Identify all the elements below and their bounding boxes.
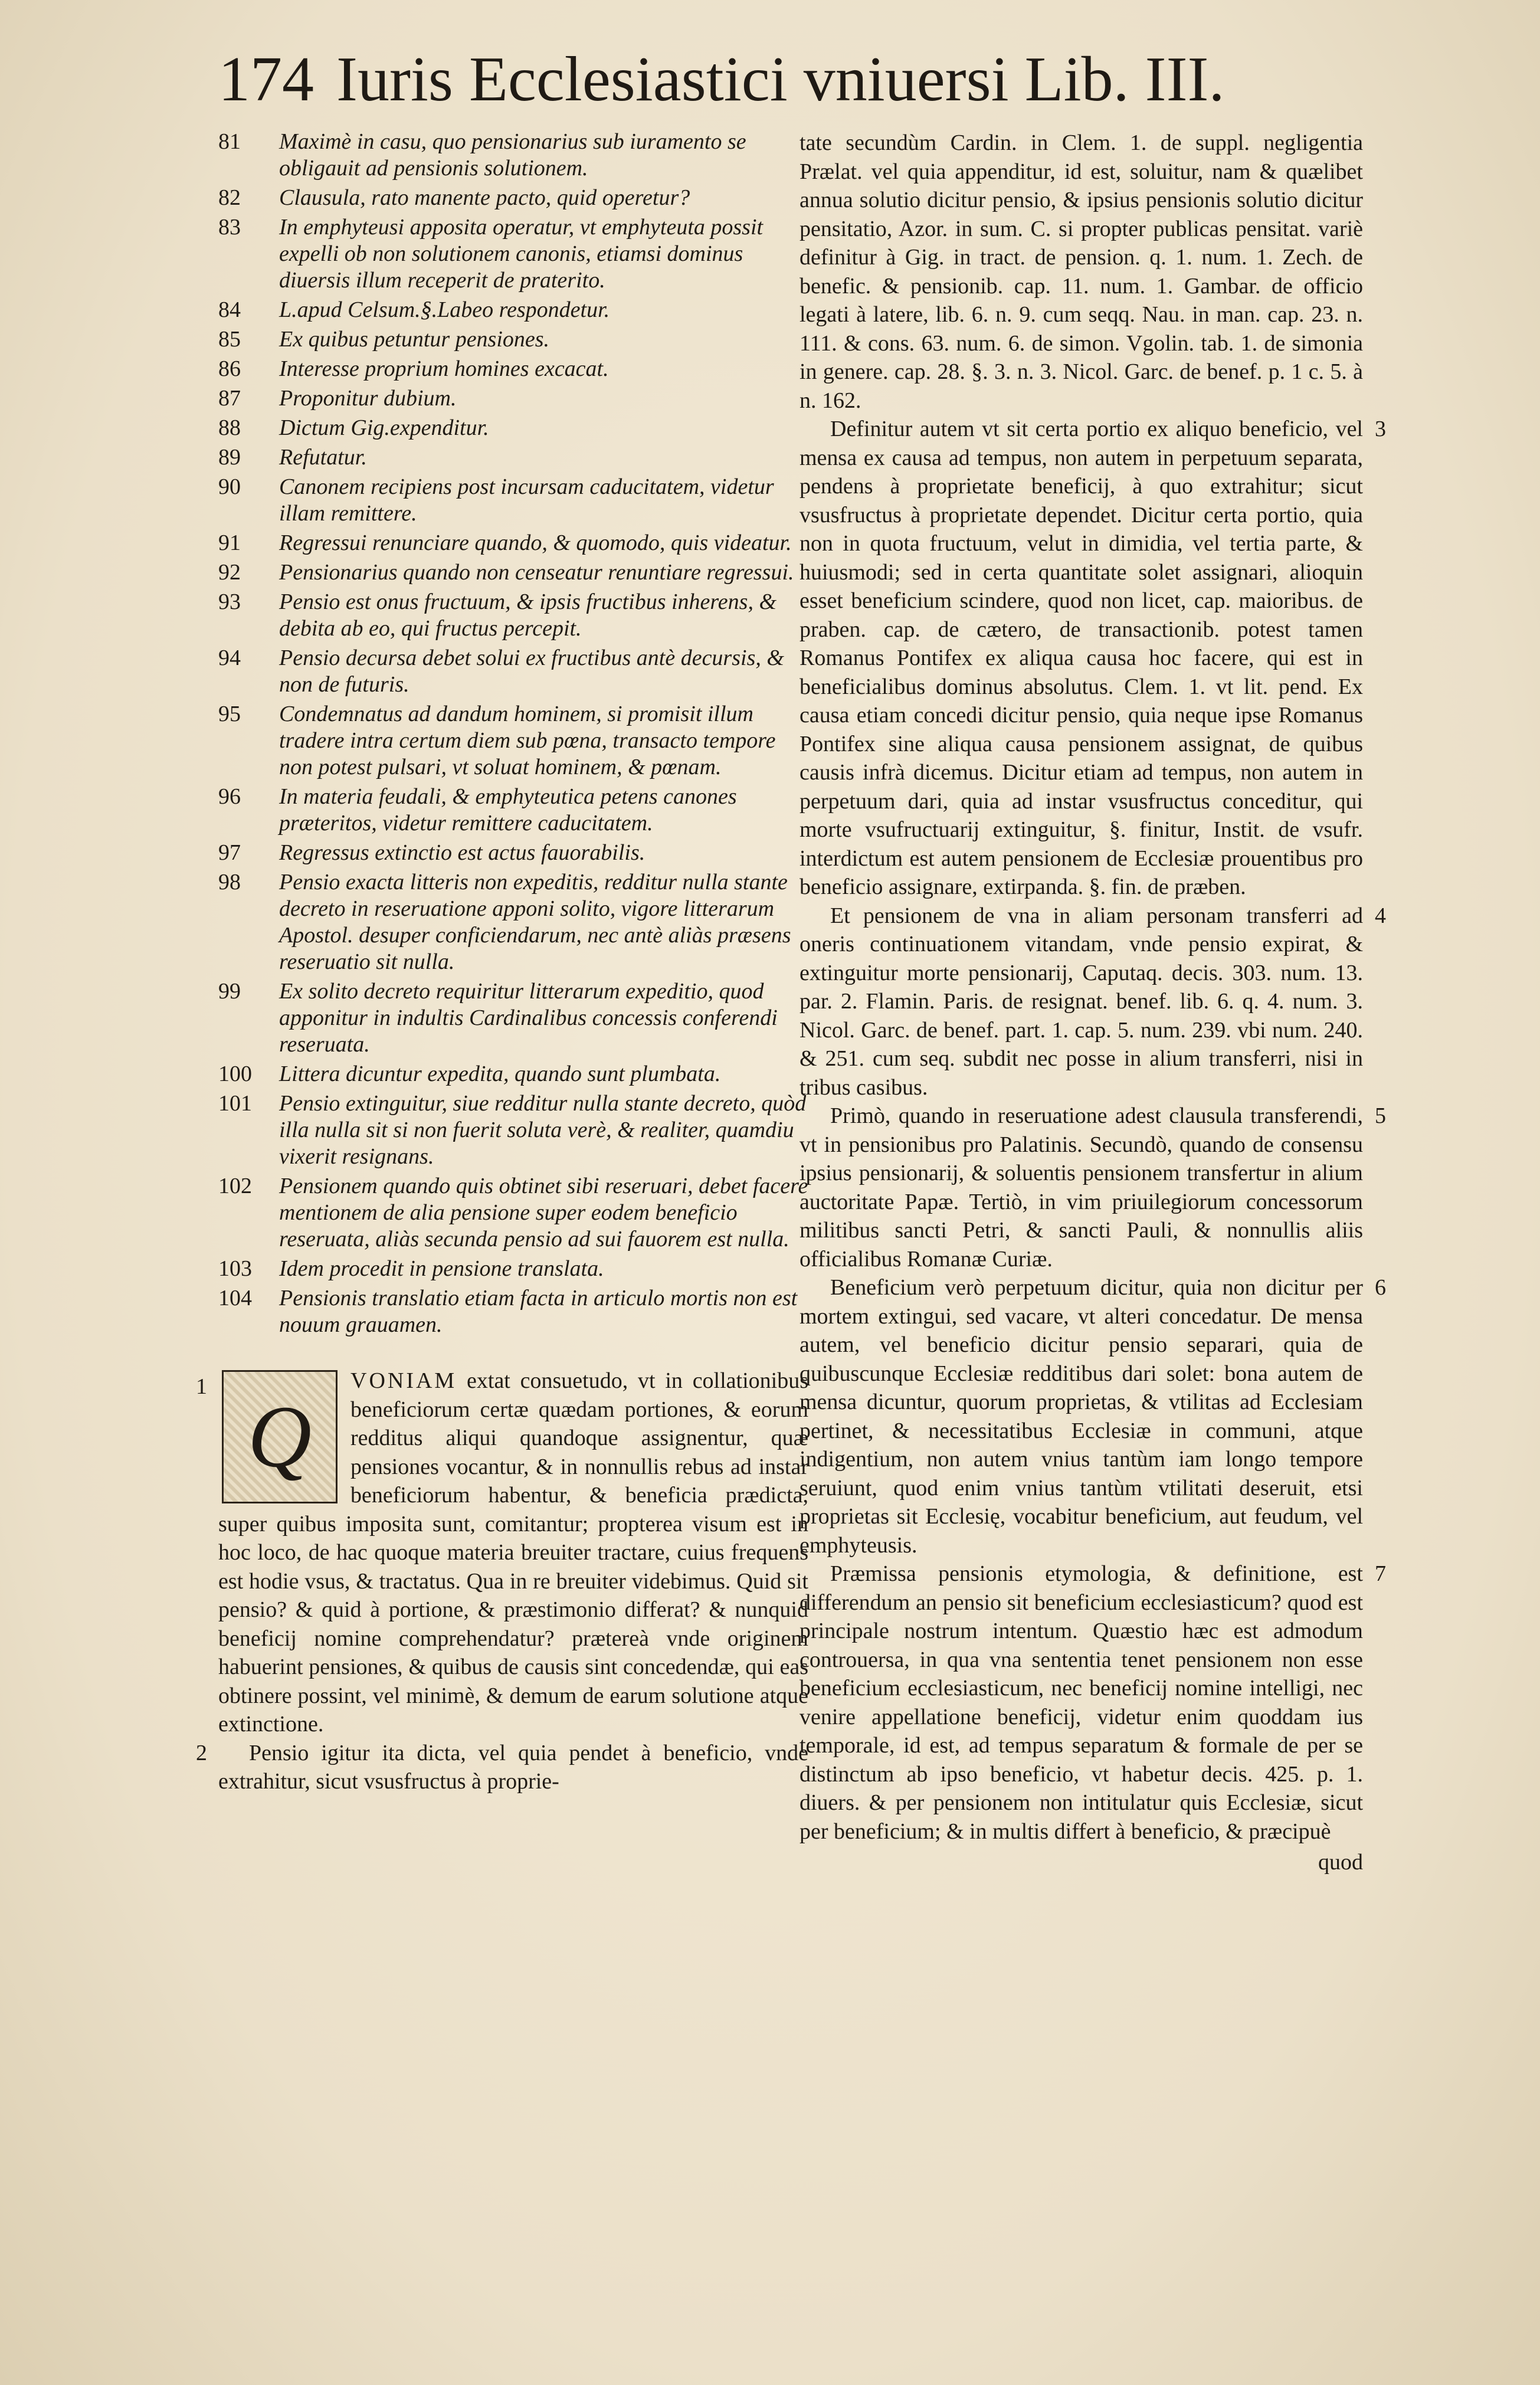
running-title: Iuris Ecclesiastici vniuersi Lib. III. xyxy=(336,44,1225,114)
summary-number: 93 xyxy=(218,589,241,614)
summary-entry xyxy=(218,1061,808,1087)
summary-text: Ex solito decreto requiritur litterarum expeditio, quod apponitur in indultis Cardinalibus concessis conferendi reseruata. xyxy=(279,979,778,1057)
summary-entry xyxy=(218,784,808,837)
summary-entry xyxy=(218,297,808,323)
summary-number: 97 xyxy=(218,840,241,865)
summary-entry xyxy=(218,589,808,642)
left-column xyxy=(196,129,809,1796)
summary-number: 100 xyxy=(218,1062,252,1086)
summary-text: Condemnatus ad dandum hominem, si promisit illum tradere intra certum diem sub pœna, transacto tempore non potest pulsari, vt soluat hominem, & pœnam. xyxy=(279,702,776,779)
catchword: quod xyxy=(1318,1850,1363,1875)
lead-word: VONIAM xyxy=(350,1368,457,1393)
summary-number: 92 xyxy=(218,560,241,585)
summary-entry xyxy=(218,1285,808,1338)
summary-number: 90 xyxy=(218,474,241,499)
summary-entry xyxy=(218,530,808,556)
paragraph: Definitur autem vt sit certa portio ex aliquo beneficio, vel mensa ex causa ad tempus, non autem in perpetuum separata, pendens à proprietate beneficij, à quo extrahitur; sicut vsusfructus à proprietate dependet. Dicitur certa portio, quia non in quota fructuum, velut in dimidia, vel tertia parte, & huiusmodi; sed in certa quantitate solet assignari, alioquin esset beneficium scindere, quod non licet, cap. maioribus. de praben. cap. de cætero, de transactionib. potest tamen Romanus Pontifex ex aliqua causa hoc facere, qui est in beneficialibus dominus absolutus. Clem. 1. vt lit. pend. Ex causa etiam concedi dicitur pensio, quia neque ipse Romanus Pontifex sine aliqua causa pensionem assignat, de quibus causis infrà dicemus. Dicitur etiam ad tempus, non autem in perpetuum dari, quia ad instar vsusfructus conceditur, qui morte vsufructuarij extinguitur, §. finitur, Instit. de vsufr. interdictum est autem pensionem de Ecclesiæ prouentibus pro beneficio assignare, extirpanda. §. fin. de præben. xyxy=(800,417,1363,899)
page-number: 174 xyxy=(218,44,314,114)
paragraph: Primò, quando in reseruatione adest clausula transferendi, vt in pensionibus pro Palatinis. Secundò, quando de consensu ipsius pensionarij, & soluentis pensionem transfertur in alium auctoritate Papæ. Tertiò, in vim priuilegiorum concessorum militibus sancti Petri, & sancti Pauli, & nonnullis aliis officialibus Romanæ Curiæ. xyxy=(800,1103,1363,1272)
paragraph-block xyxy=(800,415,1386,902)
summary-entry xyxy=(218,978,808,1058)
summary-text: Canonem recipiens post incursam caducitatem, videtur illam remittere. xyxy=(279,474,774,526)
margin-number: 6 xyxy=(1375,1275,1386,1300)
paragraph-text: extat consuetudo, vt in collationibus beneficiorum certæ quædam portiones, & eorum redditus aliqui quandoque assignentur, quæ pensiones vocantur, & in nonnullis rebus ad instar beneficiorum habentur, & beneficia prædicta, super quibus imposita sunt, comitantur; propterea visum est in hoc loco, de hac quoque materia breuiter tractare, cuius frequens est hodie vsus, & tractatus. Qua in re breuiter videbimus. Quid sit pensio? & quid à portione, & præstimonio differat? & nunquid beneficij nomine comprehendatur? prætereà vnde originem habuerint pensiones, & quibus de causis sint concedendæ, qui eas obtinere possint, vel minimè, & demum de earum solutione atque extinctione. xyxy=(218,1368,809,1737)
summary-number: 87 xyxy=(218,386,241,411)
summary-number: 84 xyxy=(218,297,241,322)
summary-text: Clausula, rato manente pacto, quid operetur? xyxy=(279,185,690,210)
summary-text: Littera dicuntur expedita, quando sunt plumbata. xyxy=(279,1062,721,1086)
summary-entry xyxy=(218,326,808,353)
summary-text: In emphyteusi apposita operatur, vt emphyteuta possit expelli ob non solutionem canonis, etiamsi dominus diuersis illum receperit de praterito. xyxy=(279,215,764,293)
margin-number: 7 xyxy=(1375,1561,1386,1586)
paragraph: tate secundùm Cardin. in Clem. 1. de suppl. negligentia Prælat. vel quia appenditur, id est, soluitur, nam & quælibet annua solutio dicitur pensio, & ipsius pensionis solutio dicitur pensitatio, Azor. in sum. C. si propter publicas pensitat. variè definitur à Gig. in tract. de pension. q. 1. num. 1. Zech. de benefic. & pensionib. cap. 11. num. 1. Gambar. de officio legati à latere, lib. 6. n. 9. cum seqq. Nau. in man. cap. 23. n. 111. & cons. 63. num. 6. de simon. Vgolin. tab. 1. de simonia in genere. cap. 28. §. 3. n. 3. Nicol. Garc. de benef. p. 1 c. 5. à n. 162. xyxy=(800,130,1363,413)
summary-number: 98 xyxy=(218,870,241,895)
summary-entry xyxy=(218,356,808,382)
running-header xyxy=(218,41,1280,118)
summary-number: 83 xyxy=(218,215,241,240)
summary-text: Pensionarius quando non censeatur renuntiare regressui. xyxy=(279,560,794,585)
margin-number: 3 xyxy=(1375,417,1386,441)
summary-number: 99 xyxy=(218,979,241,1004)
summary-entry xyxy=(218,840,808,866)
summary-text: Pensio extinguitur, siue redditur nulla stante decreto, quòd illa nulla sit si non fuerit soluta verè, & realiter, quamdiu vixerit resignans. xyxy=(279,1091,807,1169)
summary-entry xyxy=(218,129,808,182)
paragraph-block xyxy=(800,129,1363,415)
summary-entry xyxy=(218,869,808,975)
paragraph: Beneficium verò perpetuum dicitur, quia non dicitur per mortem extingui, sed vacare, vt alteri concedatur. De mensa autem, vel beneficio dicitur pensio separari, quia de quibuscunque Ecclesiæ redditibus dari solet: bona autem de mensa dicuntur, quorum proprietas, & vtilitas ad Ecclesiam pertinet, & necessitatibus Ecclesiæ in communi, atque indigentium, non autem vnius tantùm iam longo tempore seruiunt, quod enim vnius tantùm vtilitati deseruit, etsi proprietas sit Ecclesię, vocabitur beneficium, aut feudum, vel emphyteusis. xyxy=(800,1275,1363,1558)
paragraph-block xyxy=(800,1273,1386,1560)
summary-entry xyxy=(218,385,808,412)
summary-number: 103 xyxy=(218,1256,252,1281)
margin-number: 2 xyxy=(196,1740,207,1765)
paragraph: Pensio igitur ita dicta, vel quia pendet à beneficio, vnde extrahitur, sicut vsusfructus à proprie- xyxy=(218,1740,808,1794)
summary-number: 89 xyxy=(218,445,241,470)
summary-number: 85 xyxy=(218,327,241,352)
summary-entry xyxy=(218,645,808,698)
summary-text: Pensio est onus fructuum, & ipsis fructibus inherens, & debita ab eo, qui fructus percepit. xyxy=(279,589,777,641)
summary-entry xyxy=(218,214,808,294)
summary-entry xyxy=(218,701,808,781)
summary-entry xyxy=(218,185,808,211)
summary-entry xyxy=(218,1173,808,1253)
summary-number: 91 xyxy=(218,530,241,555)
margin-number: 5 xyxy=(1375,1103,1386,1128)
summary-entry xyxy=(218,474,808,527)
summary-text: Idem procedit in pensione translata. xyxy=(279,1256,604,1281)
decorated-initial-icon: Q xyxy=(222,1370,338,1503)
paragraph-block xyxy=(800,1102,1386,1273)
right-column xyxy=(800,129,1386,1877)
summary-entry xyxy=(218,1090,808,1170)
summary-text: Maximè in casu, quo pensionarius sub iuramento se obligauit ad pensionis solutionem. xyxy=(279,129,746,181)
summary-number: 95 xyxy=(218,702,241,726)
paragraph: Et pensionem de vna in aliam personam transferri ad oneris continuationem vitandam, vnde pensio expirat, & extinguitur morte pensionarij, Caputaq. decis. 303. num. 13. par. 2. Flamin. Paris. de resignat. benef. lib. 6. q. 4. num. 3. Nicol. Garc. de benef. part. 1. cap. 5. num. 239. vbi num. 240. & 251. cum seq. subdit nec posse in alium transferri, nisi in tribus casibus. xyxy=(800,903,1363,1100)
paragraph-block xyxy=(800,902,1386,1102)
paragraph-block xyxy=(800,1560,1386,1846)
opening-section xyxy=(196,1367,809,1796)
summary-list xyxy=(218,129,808,1338)
summary-number: 96 xyxy=(218,784,241,809)
summary-text: L.apud Celsum.§.Labeo respondetur. xyxy=(279,297,610,322)
summary-number: 81 xyxy=(218,129,241,154)
summary-number: 101 xyxy=(218,1091,252,1116)
summary-number: 104 xyxy=(218,1286,252,1311)
summary-number: 88 xyxy=(218,415,241,440)
summary-text: Regressus extinctio est actus fauorabilis. xyxy=(279,840,646,865)
summary-number: 102 xyxy=(218,1174,252,1198)
summary-text: Dictum Gig.expenditur. xyxy=(279,415,489,440)
margin-number: 1 xyxy=(196,1374,207,1399)
summary-number: 94 xyxy=(218,646,241,670)
summary-text: Refutatur. xyxy=(279,445,367,470)
paragraph: Præmissa pensionis etymologia, & definitione, est differendum an pensio sit beneficium ecclesiasticum? quod est principale nostrum intentum. Quæstio hæc est admodum controuersa, in qua vna sententia tenet pensionem non esse beneficium ecclesiasticum, nec beneficij nomine intelligi, nec venire appellatione beneficij, videtur enim quoddam ius temporale, id est, ad tempus separatum & formale de per se distinctum ab ipso beneficio, vt habetur decis. 425. p. 1. diuers. & per pensionem non intitulatur quis Ecclesiæ, sicut per beneficium; & in multis differt à beneficio, & præcipuè xyxy=(800,1561,1363,1844)
summary-entry xyxy=(218,559,808,586)
summary-text: Pensio decursa debet solui ex fructibus antè decursis, & non de futuris. xyxy=(279,646,784,697)
summary-text: Proponitur dubium. xyxy=(279,386,457,411)
summary-text: Pensionis translatio etiam facta in articulo mortis non est nouum grauamen. xyxy=(279,1286,798,1337)
summary-entry xyxy=(218,415,808,441)
summary-entry xyxy=(218,444,808,471)
summary-text: Pensio exacta litteris non expeditis, redditur nulla stante decreto in reseruatione apponi solito, vigore litterarum Apostol. desuper conficiendarum, nec antè aliàs præsens reseruatio sit nulla. xyxy=(279,870,791,974)
summary-text: Interesse proprium homines excacat. xyxy=(279,356,609,381)
summary-text: In materia feudali, & emphyteutica petens canones præteritos, videtur remittere caducitatem. xyxy=(279,784,737,836)
summary-number: 86 xyxy=(218,356,241,381)
summary-text: Ex quibus petuntur pensiones. xyxy=(279,327,550,352)
summary-number: 82 xyxy=(218,185,241,210)
summary-text: Pensionem quando quis obtinet sibi reseruari, debet facere mentionem de alia pensione super eodem beneficio reseruata, aliàs secunda pensio ad sui fauorem est nulla. xyxy=(279,1174,808,1252)
summary-text: Regressui renunciare quando, & quomodo, quis videatur. xyxy=(279,530,792,555)
summary-entry xyxy=(218,1256,808,1282)
margin-number: 4 xyxy=(1375,903,1386,928)
